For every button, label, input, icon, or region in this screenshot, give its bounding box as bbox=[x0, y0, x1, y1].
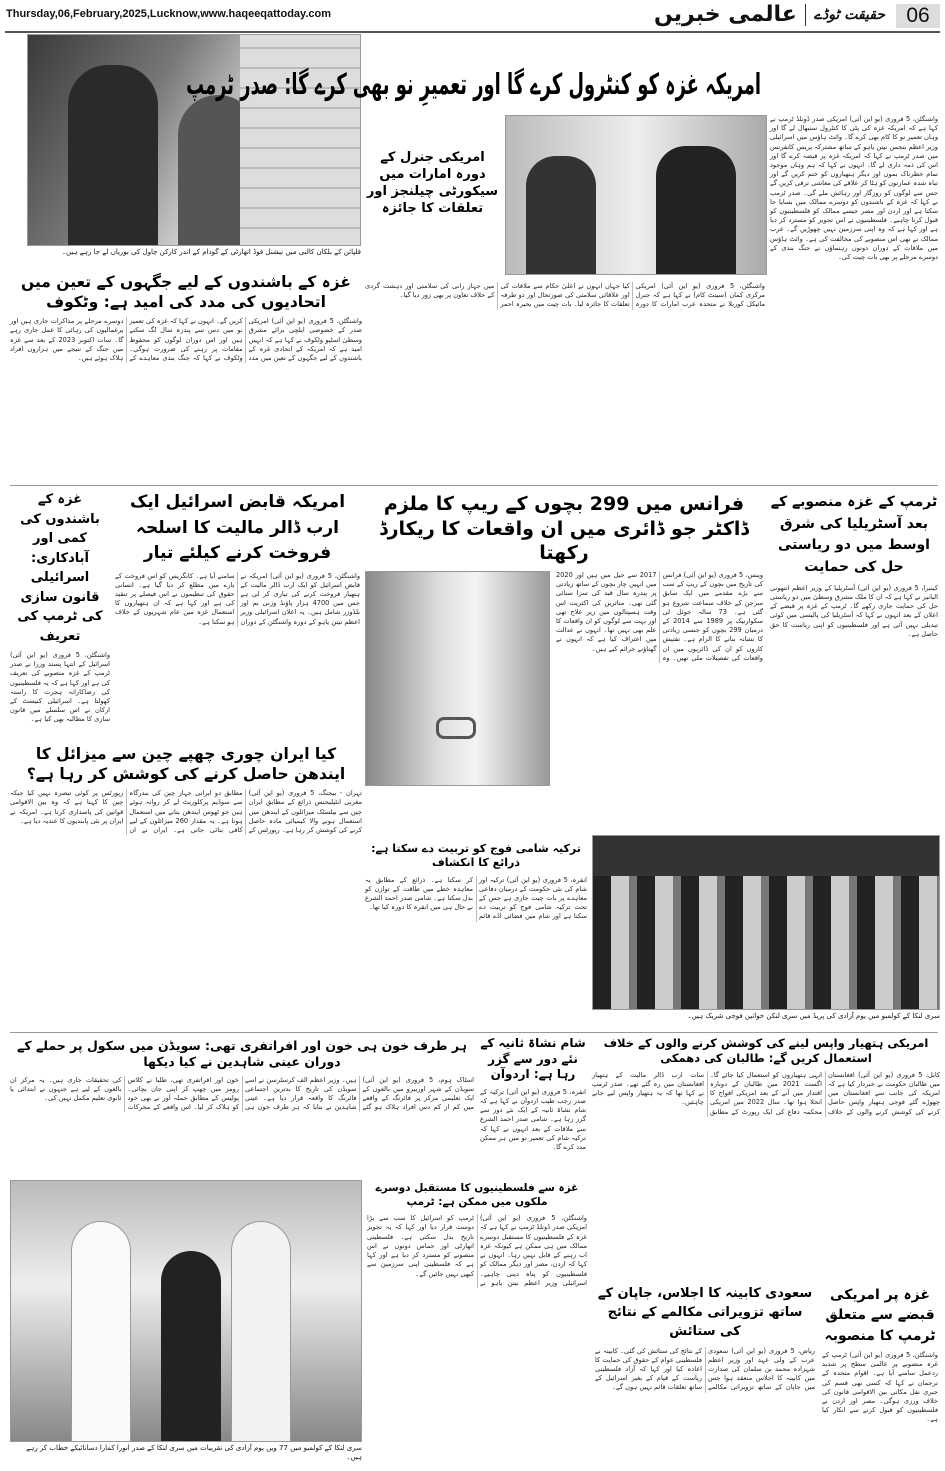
photo-trump-netanyahu bbox=[505, 115, 767, 275]
turkey-article bbox=[365, 842, 587, 922]
photo-parade bbox=[592, 835, 940, 1010]
section-name: عالمی خبریں bbox=[653, 2, 797, 27]
saudi-body: ریاض، 5 فروری (یو این آئی) سعودی عرب کے ولی عہد اور وزیر اعظم شہزادہ محمد بن سلمان کی صدارت میں کابینہ کا اجلاس منعقد ہوا جس میں جاپان کے ساتھ تزویراتی مکالمے کے نتائج کی ستائش کی گئی۔ کابینہ نے فلسطینی عوام کے حقوق کی حمایت کا اعادہ کیا اور کہا کہ آزاد فلسطینی ریاست کے قیام کے بغیر اسرائیل کے ساتھ تعلقات قائم نہیں ہوں گے۔ bbox=[595, 1346, 815, 1392]
logo: حقیقت ٹوڈے bbox=[813, 6, 885, 23]
turkey-headline: ترکیہ شامی فوج کو تربیت دے سکتا ہے: ذرائع کا انکشاف bbox=[371, 842, 581, 870]
main-headline: امریکہ غزہ کو کنٹرول کرے گا اور تعمیرِ نو بھی کرے گا: صدر ٹرمپ bbox=[185, 67, 761, 101]
arms-sale-headline: امریکہ قابض اسرائیل ایک ارب ڈالر مالیت کا اسلحہ فروخت کرنے کیلئے تیار bbox=[129, 492, 346, 563]
taliban-article bbox=[592, 1036, 940, 1117]
saudi-headline: سعودی کابینہ کا اجلاس، جاپان کے ساتھ تزویراتی مکالمے کے نتائج کی ستائش bbox=[597, 1286, 813, 1339]
israel-law-headline: غزہ کے باشندوں کی کمی اور آبادکاری: اسرائیلی قانون سازی کی ٹرمپ کی تعریف bbox=[17, 492, 103, 644]
iran-article bbox=[10, 744, 362, 835]
israel-law-article bbox=[10, 490, 110, 725]
gaza-plan-body: واشنگٹن، 5 فروری (یو این آئی) ٹرمپ کے غزہ منصوبے پر عالمی سطح پر شدید ردعمل سامنے آیا ہے۔ اقوام متحدہ کے ترجمان نے کہا کہ کسی بھی قسم کی جبری نقل مکانی بین الاقوامی قانون کی خلاف ورزی ہوگی۔ مصر اور اردن نے فلسطینیوں کو قبول کرنے سے انکار کیا ہے۔ bbox=[822, 1350, 938, 1424]
australia-headline: ٹرمپ کے غزہ منصوبے کے بعد آسٹریلیا کی شرق اوسط میں دو ریاستی حل کی حمایت bbox=[770, 494, 938, 576]
australia-body: کینبرا، 5 فروری (یو این آئی) آسٹریلیا کے وزیر اعظم انتھونی البانیز نے کہا ہے کہ ان کا ملک مشرق وسطیٰ میں دو ریاستی حل کی حمایت جاری رکھے گا۔ ٹرمپ کے غزہ پر قبضے کے اعلان کے بعد انہوں نے کہا کہ آسٹریلیا کی پالیسی میں کوئی تبدیلی نہیں آئی ہے اور فلسطینیوں کو اپنی ریاست کا حق حاصل ہے۔ bbox=[770, 583, 938, 638]
witkoff-body: واشنگٹن، 5 فروری (یو این آئی) امریکی صدر کے خصوصی ایلچی برائے مشرق وسطیٰ اسٹیو وٹکوف نے کہا ہے کہ انہیں امید ہے کہ امریکہ کے اتحادی غزہ کے باشندوں کے لیے جگہوں کے تعین میں مدد کریں گے۔ انہوں نے کہا کہ غزہ کی تعمیر نو میں دس سے پندرہ سال لگ سکتے ہیں اور اس دوران لوگوں کو محفوظ مقامات پر رہنے کی ضرورت ہوگی۔ وٹکوف نے کہا کہ جنگ بندی معاہدے کے دوسرے مرحلے پر مذاکرات جاری ہیں اور یرغمالیوں کی رہائی کا عمل جاری رہے گا۔ سات اکتوبر 2023 کے بعد سے غزہ میں جنگ کے نتیجے میں ہزاروں افراد ہلاک ہوئے ہیں۔ bbox=[10, 317, 363, 363]
us-general-headline: امریکی جنرل کے دورہ امارات میں سیکورٹی چیلنجز اور تعلقات کا جائزہ bbox=[366, 150, 499, 216]
arms-sale-body: واشنگٹن، 5 فروری (یو این آئی) امریکہ نے قابض اسرائیل کو ایک ارب ڈالر مالیت کے ہتھیار فروخت کرنے کی تیاری کر لی ہے جس میں 4700 ہزار پاؤنڈ وزنی بم اور بلڈوزر شامل ہیں۔ یہ اعلان اسرائیلی وزیر اعظم نیتن یاہو کے دورہ واشنگٹن کے دوران سامنے آیا ہے۔ کانگریس کو اس فروخت کے بارے میں مطلع کر دیا گیا ہے۔ انسانی حقوق کی تنظیموں نے اس فیصلے پر تنقید کی ہے اور کہا ہے کہ ان ہتھیاروں کا استعمال غزہ میں عام شہریوں کے خلاف ہو سکتا ہے۔ bbox=[115, 571, 361, 626]
divider bbox=[805, 4, 806, 26]
israel-law-body: واشنگٹن، 5 فروری (یو این آئی) اسرائیل کے انتہا پسند وزرا نے صدر ٹرمپ کے غزہ منصوبے کی تعریف کی ہے اور کہا ہے کہ یہ فلسطینیوں کی رضاکارانہ ہجرت کا راستہ کھولتا ہے۔ اسرائیلی کنیسٹ کے ارکان نے اس سلسلے میں قانون سازی کا مطالبہ بھی کیا ہے۔ bbox=[10, 651, 110, 724]
iran-body: تہران - بیجنگ، 5 فروری (یو این آئی) مغربی انٹیلیجنس ذرائع کے مطابق ایران چین سے بیلسٹک میزائلوں کے ایندھن میں استعمال ہونے والا کیمیائی مادہ حاصل کرنے کی کوشش کر رہا ہے۔ رپورٹس کے مطابق دو ایرانی جہاز چین کی بندرگاہ سے سوڈیم پرکلوریٹ لے کر روانہ ہوئے ہیں جو ٹھوس ایندھن بنانے میں استعمال ہوتا ہے۔ یہ مقدار 260 میزائلوں کے لیے کافی بتائی جاتی ہے۔ ایران نے ان رپورٹس پر کوئی تبصرہ نہیں کیا جبکہ چین کا کہنا ہے کہ وہ بین الاقوامی قوانین کی پاسداری کرتا ہے۔ امریکہ نے ایران پر نئی پابندیوں کا عندیہ دیا ہے۔ bbox=[10, 789, 362, 835]
sweden-article bbox=[10, 1038, 474, 1112]
france-article bbox=[365, 492, 763, 786]
gaza-plan-article bbox=[822, 1285, 938, 1425]
sweden-body: اسٹاک ہوم، 5 فروری (یو این آئی) سویڈن کے شہر اوریبرو میں بالغوں کے ایک تعلیمی مرکز پر فائرنگ کے واقعے میں کم از کم دس افراد ہلاک ہو گئے ہیں۔ وزیر اعظم الف کرسٹرسن نے اسے سویڈن کی تاریخ کا بدترین اجتماعی فائرنگ کا واقعہ قرار دیا ہے۔ عینی شاہدین نے بتایا کہ ہر طرف خون ہی خون اور افراتفری تھی، طلبا نے کلاس رومز میں چھپ کر اپنی جان بچائی۔ پولیس کے مطابق حملہ آور نے بھی خود کو ہلاک کر لیا۔ اس واقعے کے محرکات کی تحقیقات جاری ہیں۔ یہ مرکز ان بالغوں کے لیے ہے جنہوں نے ابتدائی یا ثانوی تعلیم مکمل نہیں کی۔ bbox=[10, 1075, 474, 1112]
sweden-headline: ہر طرف خون ہی خون اور افراتفری تھی: سویڈن میں سکول پر حملے کے دوران عینی شاہدین نے کیا دیکھا bbox=[17, 1038, 467, 1070]
gaza-future-article bbox=[367, 1182, 587, 1288]
taliban-body: کابل، 5 فروری (یو این آئی) افغانستان میں طالبان حکومت نے خبردار کیا ہے کہ امریکہ کی جانب سے افغانستان میں چھوڑے گئے فوجی ہتھیار واپس حاصل کرنے کی کوشش کرنے والوں کے خلاف انہی ہتھیاروں کو استعمال کیا جائے گا۔ اگست 2021 میں طالبان کے دوبارہ اقتدار میں آنے کے بعد امریکی افواج کا انخلا ہوا تھا۔ سال 2022 میں امریکی محکمہ دفاع کی ایک رپورٹ کے مطابق سات ارب ڈالر مالیت کے ہتھیار افغانستان میں رہ گئے تھے۔ صدر ٹرمپ نے کہا تھا کہ یہ ہتھیار واپس لیے جانے چاہئیں۔ bbox=[592, 1070, 940, 1116]
page-number: 06 bbox=[896, 4, 940, 28]
gaza-future-body: واشنگٹن، 5 فروری (یو این آئی) امریکی صدر ڈونلڈ ٹرمپ نے کہا ہے کہ غزہ کے فلسطینیوں کا مستقبل دوسرے ممالک میں ہی ممکن ہے کیونکہ غزہ اب رہنے کے قابل نہیں رہا۔ انہوں نے کہا کہ اردن، مصر اور دیگر ممالک کو فلسطینیوں کو پناہ دینی چاہیے۔ اسرائیلی وزیر اعظم نیتن یاہو نے ٹرمپ کو اسرائیل کا سب سے بڑا دوست قرار دیا اور کہا کہ یہ تجویز تاریخ بدل سکتی ہے۔ فلسطینی اتھارٹی اور حماس دونوں نے اس منصوبے کو مسترد کر دیا ہے اور کہا ہے کہ فلسطینی اپنی سرزمین سے کبھی نہیں جائیں گے۔ bbox=[367, 1214, 587, 1287]
turkey-body: انقرہ، 5 فروری (یو این آئی) ترکیہ اور شام کی نئی حکومت کے درمیان دفاعی معاہدے پر بات چیت جاری ہے جس کے تحت ترکیہ شامی فوج کو تربیت دے سکتا ہے اور شام میں فضائی اڈے قائم کر سکتا ہے۔ ذرائع کے مطابق یہ معاہدہ خطے میں طاقت کے توازن کو بدل سکتا ہے۔ شامی صدر احمد الشرع نے حال ہی میں انقرہ کا دورہ کیا تھا۔ bbox=[365, 875, 587, 921]
header-rule bbox=[5, 31, 940, 33]
photo-block-parade bbox=[592, 835, 940, 1021]
section-title bbox=[654, 2, 885, 27]
photo-sri-lanka-president bbox=[10, 1180, 362, 1442]
erdogan-body: انقرہ، 5 فروری (یو این آئی) ترکیہ کے صدر رجب طیب اردوآن نے کہا ہے کہ شام نشاۃ ثانیہ کے ایک نئے دور سے گزر رہا ہے۔ شامی صدر احمد الشرع سے ملاقات کے بعد انہوں نے کہا کہ ترکیہ شام کی تعمیر نو میں ہر ممکن مدد کرے گا۔ bbox=[480, 1087, 586, 1151]
photo-handcuffs bbox=[365, 571, 550, 786]
date-line: Thursday,06,February,2025,Lucknow,www.haqeeqattoday.com bbox=[6, 8, 331, 20]
iran-headline: کیا ایران چوری چھپے چین سے میزائل کا ایندھن حاصل کرنے کی کوشش کر رہا ہے؟ bbox=[26, 745, 346, 784]
photo-caption: سری لنکا کے کولمبو میں یوم آزادی کی پریڈ میں سری لنکن خواتین فوجی شریک ہیں۔ bbox=[687, 1012, 940, 1020]
divider bbox=[10, 1032, 938, 1033]
france-headline: فرانس میں 299 بچوں کے ریپ کا ملزم ڈاکٹر جو ڈائری میں ان واقعات کا ریکارڈ رکھتا bbox=[379, 493, 749, 565]
taliban-headline: امریکی ہتھیار واپس لینے کی کوشش کرنے والوں کے خلاف استعمال کریں گے: طالبان کی دھمکی bbox=[603, 1036, 929, 1065]
divider bbox=[10, 485, 938, 486]
photo-caption: سری لنکا کے کولمبو میں 77 ویں یوم آزادی کی تقریبات میں سری لنکا کے صدر انورا کمارا دسانائیکے خطاب کر رہے ہیں۔ bbox=[26, 1444, 362, 1461]
australia-article bbox=[770, 492, 938, 639]
witkoff-article bbox=[10, 272, 362, 363]
france-body: وینس، 5 فروری (یو این آئی) فرانس کی تاریخ میں بچوں کے ریپ کے سب سے بڑے مقدمے میں ایک سابق سرجن کے خلاف سماعت شروع ہو گئی ہے۔ 73 سالہ جوئل لی سکوارنیک پر 1989 سے 2014 کے درمیان 299 بچوں کو جنسی زیادتی کا نشانہ بنانے کا الزام ہے۔ تفتیش کاروں کو ان کی ڈائریوں میں ان واقعات کی تفصیلات ملی تھیں۔ وہ 2017 سے جیل میں ہیں اور 2020 میں انہیں چار بچوں کے ساتھ زیادتی پر پندرہ سال قید کی سزا سنائی گئی تھی۔ متاثرین کی اکثریت اس وقت ہسپتالوں میں زیر علاج تھی اور بہت سے لوگوں کو ان واقعات کا علم بھی نہیں تھا۔ انہوں نے عدالت میں اعتراف کیا ہے کہ انہوں نے گھناؤنے جرائم کیے ہیں۔ bbox=[556, 571, 763, 662]
saudi-article bbox=[595, 1285, 815, 1393]
main-body: واشنگٹن، 5 فروری (یو این آئی) امریکی صدر ڈونلڈ ٹرمپ نے کہا ہے کہ امریکہ غزہ کی پٹی کا کنٹرول سنبھال لے گا اور وہاں تعمیر نو کا کام بھی کرے گا۔ وائٹ ہاؤس میں اسرائیلی وزیر اعظم بنجمن نیتن یاہو کے ساتھ مشترکہ پریس کانفرنس میں صدر ٹرمپ نے کہا کہ امریکہ غزہ پر قبضہ کرے گا اور اس کی ذمہ داری لے گا۔ انہوں نے کہا کہ ہم وہاں موجود تمام خطرناک بموں اور دیگر ہتھیاروں کو ختم کریں گے اور تباہ شدہ عمارتوں کو ہٹا کر علاقے کی معاشی ترقی کریں گے جس سے لوگوں کو روزگار اور رہائش ملے گی۔ صدر ٹرمپ نے کہا کہ غزہ کے باشندوں کو دوسرے ممالک میں بسایا جا سکتا ہے اور اردن اور مصر جیسے ممالک کو فلسطینیوں کو قبول کرنا چاہیے۔ فلسطینیوں نے اس تجویز کو مسترد کر دیا ہے اور کہا ہے کہ وہ اپنی سرزمین نہیں چھوڑیں گے۔ عرب ممالک نے بھی اس منصوبے کی مخالفت کی ہے۔ وائٹ ہاؤس میں ملاقات کے دوران دونوں رہنماؤں نے جنگ بندی کے دوسرے مرحلے پر بھی بات چیت کی۔ bbox=[770, 115, 939, 262]
france-content bbox=[365, 571, 763, 786]
main-headline-box bbox=[185, 66, 940, 108]
photo-caption: فلپائن کے بلکان کالنی میں نیشنل فوڈ اتھارٹی کے گودام کے اندر کارکن چاول کی بوریاں لے جا رہے ہیں۔ bbox=[61, 248, 361, 256]
gaza-plan-headline: غزہ پر امریکی قبضے سے متعلق ٹرمپ کا منصوبہ bbox=[824, 1287, 936, 1344]
erdogan-headline: شام نشاۃ ثانیہ کے نئے دور سے گزر رہا ہے: اردوآن bbox=[480, 1036, 586, 1082]
arms-sale-article bbox=[115, 490, 360, 627]
photo-block-bottom-left bbox=[10, 1180, 362, 1461]
us-general-body: واشنگٹن، 5 فروری (یو این آئی) امریکی مرکزی کمان (سینٹ کام) نے کہا ہے کہ جنرل مائیکل کوریلا نے متحدہ عرب امارات کا دورہ کیا جہاں انہوں نے اعلیٰ حکام سے ملاقات کی اور علاقائی سلامتی کی صورتحال اور دو طرفہ تعلقات کا جائزہ لیا۔ بات چیت میں بحیرہ احمر میں جہاز رانی کی سلامتی اور دہشت گردی کے خلاف تعاون پر بھی زور دیا گیا۔ bbox=[365, 282, 765, 309]
witkoff-headline: غزہ کے باشندوں کے لیے جگہوں کے تعین میں اتحادیوں کی مدد کی امید ہے: وٹکوف bbox=[21, 273, 351, 312]
erdogan-article bbox=[480, 1036, 586, 1152]
gaza-future-headline: غزہ سے فلسطینیوں کا مستقبل دوسرے ملکوں میں ممکن ہے: ٹرمپ bbox=[375, 1182, 579, 1208]
